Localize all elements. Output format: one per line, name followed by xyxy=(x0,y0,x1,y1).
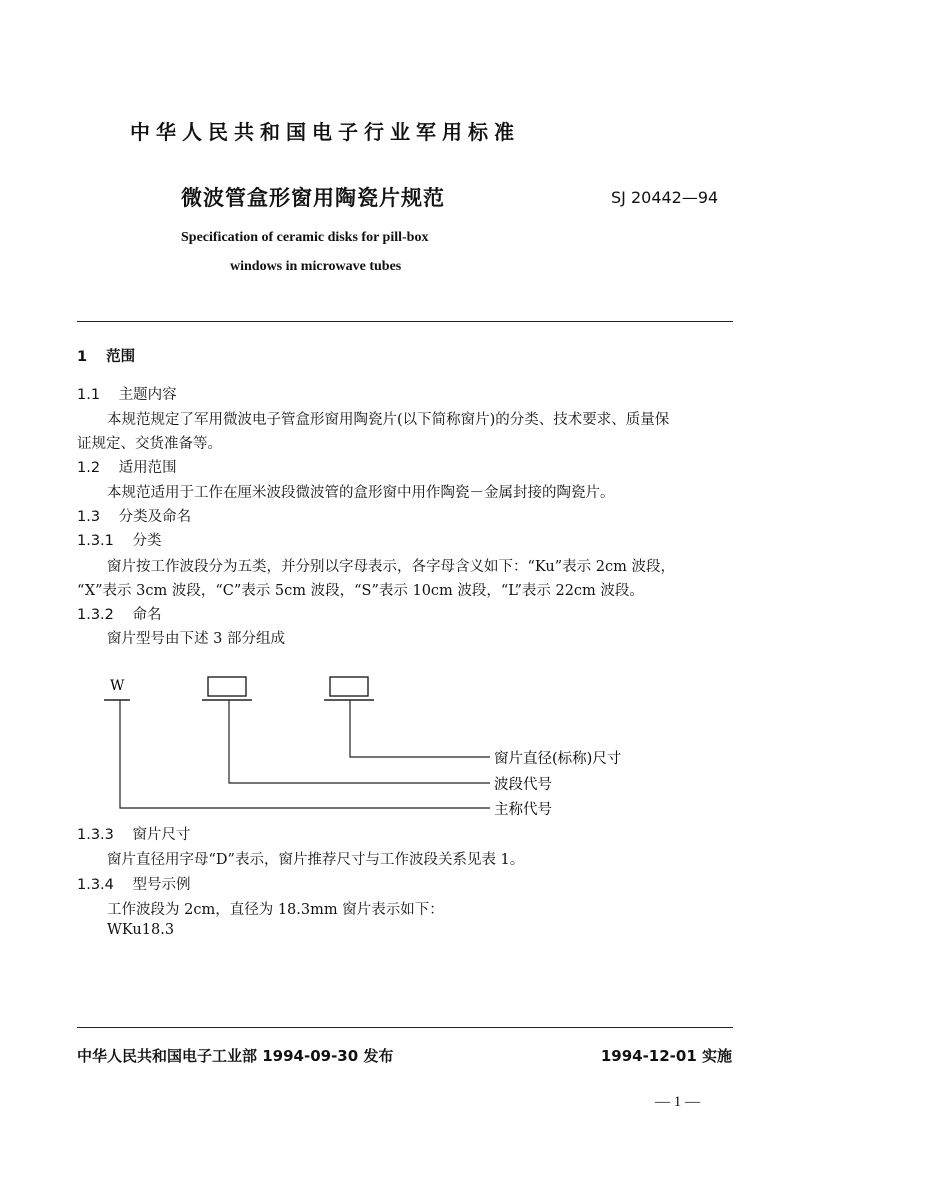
issue-statement: 中华人民共和国电子工业部 1994-09-30 发布 xyxy=(77,1047,394,1065)
english-title-line1: Specification of ceramic disks for pill-box xyxy=(181,230,429,245)
section-1-3-4-number: 1.3.4 xyxy=(77,877,114,893)
doc-code: SJ 20442—94 xyxy=(611,188,719,207)
diagram-diameter-box xyxy=(330,677,368,696)
section-1-1-title: 主题内容 xyxy=(118,387,177,403)
section-1-3-1-text-line2: “X”表示 3cm 波段，“C”表示 5cm 波段，“S”表示 10cm 波段，“L”表示 22cm 波段。 xyxy=(77,583,644,599)
section-1-3-2-title: 命名 xyxy=(132,607,162,623)
section-1-3-4-heading xyxy=(77,873,191,894)
section-1-2-number: 1.2 xyxy=(77,460,101,476)
section-1-3-3-number: 1.3.3 xyxy=(77,827,114,843)
section-1-2-title: 适用范围 xyxy=(118,460,177,476)
diagram-diameter-leader xyxy=(350,700,490,757)
diagram-band-box xyxy=(208,677,246,696)
standard-title: 中华人民共和国电子行业军用标准 xyxy=(130,120,520,144)
section-1-1-text-line1: 本规范规定了军用微波电子管盒形窗用陶瓷片(以下简称窗片)的分类、技术要求、质量保 xyxy=(107,412,670,428)
diagram-label-band: 波段代号 xyxy=(494,777,552,793)
section-1-3-3-heading xyxy=(77,823,191,844)
section-1-3-1-title: 分类 xyxy=(132,533,162,549)
section-1-3-2-number: 1.3.2 xyxy=(77,607,114,623)
section-1-3-title: 分类及命名 xyxy=(118,509,192,525)
section-1-3-2-text: 窗片型号由下述 3 部分组成 xyxy=(107,631,285,647)
section-1-3-4-text: 工作波段为 2cm，直径为 18.3mm 窗片表示如下： xyxy=(107,902,444,918)
section-1-3-1-text-line1: 窗片按工作波段分为五类，并分别以字母表示，各字母含义如下：“Ku”表示 2cm 波段， xyxy=(107,559,675,575)
section-1-1-number: 1.1 xyxy=(77,387,101,403)
model-example: WKu18.3 xyxy=(107,922,175,938)
effective-date: 1994-12-01 实施 xyxy=(600,1047,732,1065)
diagram-label-main: 主称代号 xyxy=(494,802,552,818)
section-1-number: 1 xyxy=(77,349,88,365)
page-number: — 1 — xyxy=(655,1094,700,1110)
section-1-3-3-text: 窗片直径用字母“D”表示，窗片推荐尺寸与工作波段关系见表 1。 xyxy=(107,852,525,868)
diagram-prefix-letter: W xyxy=(110,678,125,694)
section-1-3-3-title: 窗片尺寸 xyxy=(132,827,191,843)
diagram-main-leader xyxy=(120,700,490,808)
section-1-3-1-number: 1.3.1 xyxy=(77,533,114,549)
section-1-1-text-line2: 证规定、交货准备等。 xyxy=(77,436,222,452)
section-1-3-4-title: 型号示例 xyxy=(132,877,191,893)
footer-rule xyxy=(77,1027,733,1028)
section-1-title: 范围 xyxy=(106,349,136,365)
english-title-line2: windows in microwave tubes xyxy=(230,259,402,274)
section-1-2-text: 本规范适用于工作在厘米波段微波管的盒形窗中用作陶瓷－金属封接的陶瓷片。 xyxy=(107,485,615,501)
doc-title: 微波管盒形窗用陶瓷片规范 xyxy=(181,186,445,210)
section-1-3-number: 1.3 xyxy=(77,509,101,525)
diagram-band-leader xyxy=(229,700,490,783)
diagram-label-diameter: 窗片直径(标称)尺寸 xyxy=(494,751,622,767)
